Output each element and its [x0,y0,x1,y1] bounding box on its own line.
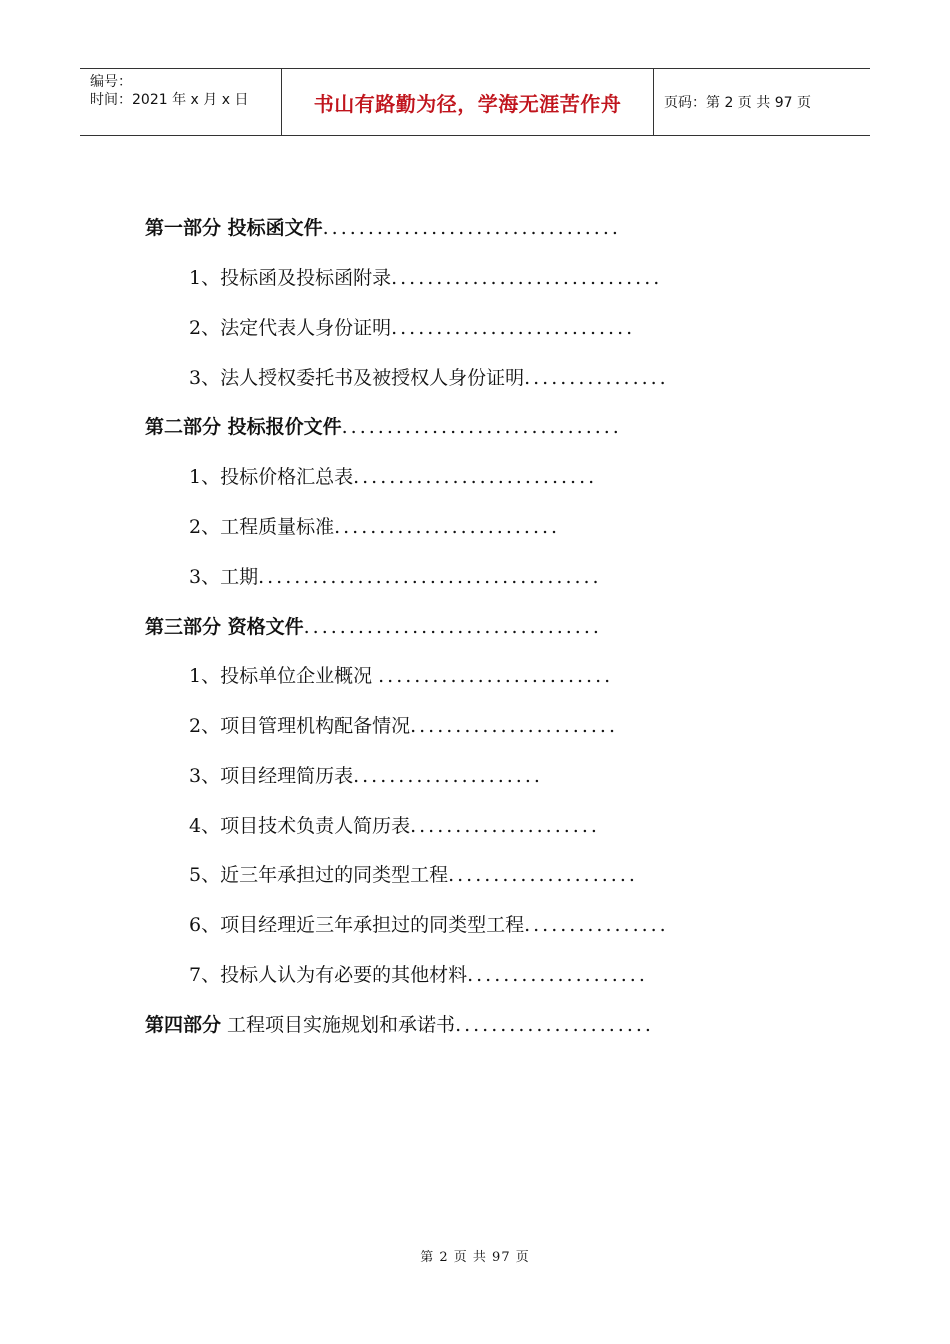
toc-item[interactable] [189,264,662,292]
toc-entry-title: 7、投标人认为有必要的其他材料 [189,964,468,986]
toc-leader-dots: ............................... [341,416,622,438]
document-date: 时间：2021 年 x 月 x 日 [90,92,249,108]
toc-section-label: 第四部分 [145,1014,222,1036]
toc-entry-title: 3、法人授权委托书及被授权人身份证明 [189,367,525,389]
toc-item[interactable] [189,712,618,740]
toc-leader-dots: ...................................... [258,566,602,588]
toc-leader-dots: ................................. [322,217,621,239]
toc-entry-title: 第一部分 投标函文件 [145,217,323,239]
toc-leader-dots: .................... [467,964,648,986]
toc-entry-title: 1、投标函及投标函附录 [189,267,392,289]
toc-section-3[interactable] [145,613,602,641]
toc-item[interactable] [189,463,597,491]
toc-item[interactable] [189,762,543,790]
toc-leader-dots: ......................... [334,516,561,538]
toc-entry-title: 2、法定代表人身份证明 [189,317,392,339]
toc-leader-dots: ................................. [303,616,602,638]
toc-entry-title: 1、投标价格汇总表 [189,466,354,488]
toc-leader-dots: ...................... [455,1014,654,1036]
toc-leader-dots: ........................... [353,466,598,488]
page-footer: 第 2 页 共 97 页 [420,1250,530,1265]
toc-item[interactable] [189,812,600,840]
toc-leader-dots: ....................... [410,715,619,737]
toc-leader-dots: .......................... [378,665,614,687]
header-page-number: 页码：第 2 页 共 97 页 [664,95,811,111]
toc-item[interactable] [189,662,613,690]
toc-entry-title: 第三部分 资格文件 [145,616,304,638]
toc-leader-dots: ..................... [410,815,600,837]
toc-item[interactable] [189,961,648,989]
document-number-label: 编号： [90,74,132,90]
toc-leader-dots: ................ [524,367,669,389]
toc-entry-title: 3、工期 [189,566,259,588]
header-motto: 书山有路勤为径，学海无涯苦作舟 [282,69,654,135]
toc-item[interactable] [189,314,635,342]
toc-entry-title: 2、工程质量标准 [189,516,335,538]
toc-entry-title: 1、投标单位企业概况 [189,665,379,687]
toc-entry-title: 工程项目实施规划和承诺书 [221,1014,456,1036]
toc-entry-title: 2、项目管理机构配备情况 [189,715,411,737]
toc-item[interactable] [189,861,638,889]
toc-item[interactable] [189,364,669,392]
toc-item[interactable] [189,513,560,541]
toc-section-2[interactable] [145,413,622,441]
toc-leader-dots: ................ [524,914,669,936]
toc-entry-title: 3、项目经理简历表 [189,765,354,787]
toc-entry-title: 5、近三年承担过的同类型工程 [189,864,449,886]
toc-entry-title: 6、项目经理近三年承担过的同类型工程 [189,914,525,936]
toc-item[interactable] [189,563,602,591]
toc-leader-dots: ..................... [353,765,543,787]
toc-leader-dots: .............................. [391,267,663,289]
page-header [80,68,870,136]
header-meta [80,69,282,135]
toc-entry-title: 4、项目技术负责人简历表 [189,815,411,837]
toc-section-4[interactable] [145,1011,654,1039]
toc-item[interactable] [189,911,669,939]
toc-entry-title: 第二部分 投标报价文件 [145,416,342,438]
toc-leader-dots: ........................... [391,317,636,339]
toc-leader-dots: ..................... [448,864,638,886]
toc-section-1[interactable] [145,214,621,242]
